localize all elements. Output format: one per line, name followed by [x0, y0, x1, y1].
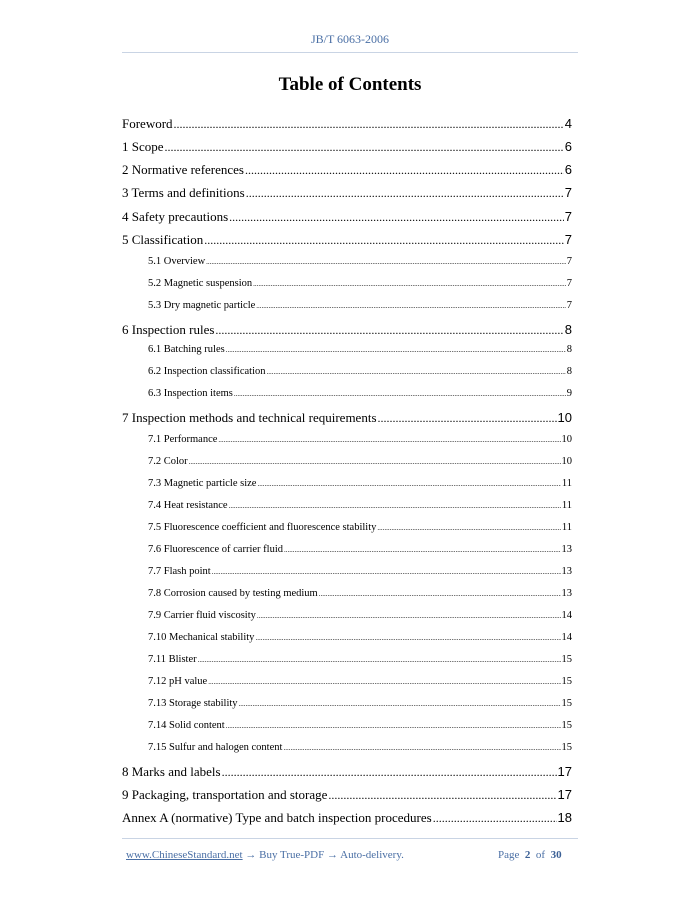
toc-entry-page: 11 [561, 522, 572, 533]
toc-leader-dots [165, 139, 564, 155]
toc-entry-page: 17 [557, 764, 572, 779]
toc-leader-dots [198, 654, 561, 665]
toc-leader-dots [215, 322, 563, 338]
toc-entry-label: 6 Inspection rules [122, 322, 215, 337]
toc-entry[interactable] [148, 434, 572, 448]
toc-entry-page: 7 [566, 300, 572, 311]
toc-leader-dots [189, 456, 561, 467]
toc-entry[interactable] [148, 676, 572, 690]
toc-entry-label: 7.11 Blister [148, 654, 197, 665]
toc-leader-dots [283, 742, 560, 753]
toc-entry-label: 4 Safety precautions [122, 209, 229, 224]
toc-entry-page: 13 [561, 566, 572, 577]
toc-entry-page: 7 [564, 232, 572, 247]
toc-entry[interactable] [148, 344, 572, 358]
buy-text: Buy True-PDF [259, 849, 325, 861]
toc-entry[interactable] [122, 139, 572, 157]
toc-entry-label: 7.1 Performance [148, 434, 218, 445]
toc-entry[interactable] [148, 698, 572, 712]
toc-leader-dots [226, 344, 566, 355]
toc-entry-label: 7.4 Heat resistance [148, 500, 228, 511]
toc-entry-page: 15 [561, 654, 572, 665]
toc-entry[interactable] [148, 388, 572, 402]
toc-entry[interactable] [148, 632, 572, 646]
toc-leader-dots [212, 566, 561, 577]
toc-entry-page: 13 [561, 588, 572, 599]
toc-entry[interactable] [122, 322, 572, 340]
toc-entry-page: 17 [557, 787, 572, 802]
toc-leader-dots [328, 787, 556, 803]
toc-entry[interactable] [122, 232, 572, 250]
toc-entry-page: 13 [561, 544, 572, 555]
toc-entry-label: 6.2 Inspection classification [148, 366, 266, 377]
toc-entry-label: 8 Marks and labels [122, 764, 221, 779]
page-title: Table of Contents [278, 74, 422, 95]
toc-entry-label: 7.7 Flash point [148, 566, 211, 577]
footer-promo [126, 849, 404, 861]
toc-entry-label: 7 Inspection methods and technical requirements [122, 410, 377, 425]
toc-entry[interactable] [148, 610, 572, 624]
toc-entry-label: 7.15 Sulfur and halogen content [148, 742, 283, 753]
toc-entry-label: 3 Terms and definitions [122, 185, 245, 200]
toc-entry-page: 8 [564, 322, 572, 337]
page-of: of [535, 849, 546, 861]
toc-entry-label: 1 Scope [122, 139, 164, 154]
toc-entry[interactable] [148, 500, 572, 514]
delivery-text: Auto-delivery. [340, 849, 404, 861]
toc-entry-page: 15 [561, 698, 572, 709]
page-label: Page [498, 849, 520, 861]
toc-entry[interactable] [122, 162, 572, 180]
toc-entry[interactable] [122, 185, 572, 203]
toc-leader-dots [174, 116, 564, 132]
toc-entry-label: 7.13 Storage stability [148, 698, 238, 709]
toc-leader-dots [246, 185, 564, 201]
toc-leader-dots [234, 388, 566, 399]
website-link[interactable]: www.ChineseStandard.net [126, 849, 243, 861]
toc-entry[interactable] [148, 544, 572, 558]
toc-leader-dots [378, 410, 557, 426]
toc-entry-label: 7.10 Mechanical stability [148, 632, 255, 643]
toc-entry-label: 6.1 Batching rules [148, 344, 225, 355]
toc-leader-dots [206, 256, 566, 267]
toc-entry-label: 6.3 Inspection items [148, 388, 233, 399]
toc-entry-page: 9 [566, 388, 572, 399]
toc-entry[interactable] [148, 720, 572, 734]
arrow-icon: → [245, 849, 257, 861]
page-number [498, 849, 562, 861]
toc-entry-page: 11 [561, 500, 572, 511]
toc-entry-page: 8 [566, 344, 572, 355]
toc-leader-dots [245, 162, 564, 178]
toc-entry-label: 7.12 pH value [148, 676, 208, 687]
toc-entry-label: 7.3 Magnetic particle size [148, 478, 257, 489]
toc-leader-dots [208, 676, 560, 687]
toc-leader-dots [239, 698, 561, 709]
page-total: 30 [550, 849, 562, 861]
toc-leader-dots [218, 434, 560, 445]
toc-entry-page: 6 [564, 139, 572, 154]
arrow-icon: → [326, 849, 338, 861]
toc-leader-dots [226, 720, 561, 731]
toc-entry-page: 15 [561, 676, 572, 687]
toc-leader-dots [256, 300, 565, 311]
page-current: 2 [524, 849, 531, 861]
toc-entry-label: 5.3 Dry magnetic particle [148, 300, 256, 311]
toc-entry-label: Annex A (normative) Type and batch inspection procedures [122, 810, 432, 825]
toc-entry-page: 18 [557, 810, 572, 825]
toc-entry-label: 7.5 Fluorescence coefficient and fluorescence stability [148, 522, 377, 533]
toc-entry-label: 2 Normative references [122, 162, 244, 177]
toc-leader-dots [377, 522, 560, 533]
toc-entry-label: 9 Packaging, transportation and storage [122, 787, 328, 802]
toc-entry-page: 14 [561, 610, 572, 621]
toc-entry-page: 10 [561, 434, 572, 445]
toc-entry[interactable] [148, 278, 572, 292]
toc-entry[interactable] [122, 209, 572, 227]
toc-leader-dots [204, 232, 564, 248]
toc-leader-dots [433, 810, 557, 826]
toc-entry-page: 6 [564, 162, 572, 177]
toc-entry-label: 5.2 Magnetic suspension [148, 278, 253, 289]
toc-entry[interactable] [148, 456, 572, 470]
toc-entry[interactable] [148, 366, 572, 380]
page-header: JB/T 6063-2006 [310, 32, 390, 46]
toc-entry-page: 15 [561, 720, 572, 731]
toc-leader-dots [253, 278, 566, 289]
toc-entry-label: 7.14 Solid content [148, 720, 225, 731]
toc-leader-dots [319, 588, 561, 599]
toc-entry-page: 10 [561, 456, 572, 467]
toc-entry[interactable] [148, 566, 572, 580]
toc-leader-dots [284, 544, 561, 555]
toc-entry-label: 7.6 Fluorescence of carrier fluid [148, 544, 283, 555]
toc-leader-dots [257, 610, 561, 621]
toc-entry[interactable] [148, 522, 572, 536]
toc-leader-dots [222, 764, 557, 780]
toc-entry[interactable] [122, 764, 572, 782]
toc-leader-dots [267, 366, 566, 377]
toc-entry-label: 5.1 Overview [148, 256, 206, 267]
toc-entry-page: 8 [566, 366, 572, 377]
toc-leader-dots [229, 209, 564, 225]
toc-entry-page: 4 [564, 116, 572, 131]
toc-entry-page: 15 [561, 742, 572, 753]
toc-entry[interactable] [148, 654, 572, 668]
toc-entry-label: 7.8 Corrosion caused by testing medium [148, 588, 318, 599]
toc-entry-page: 11 [561, 478, 572, 489]
toc-leader-dots [257, 478, 560, 489]
toc-entry[interactable] [148, 742, 572, 756]
toc-entry-page: 7 [564, 209, 572, 224]
toc-entry-page: 7 [564, 185, 572, 200]
toc-entry-page: 10 [557, 410, 572, 425]
toc-entry-label: Foreword [122, 116, 173, 131]
footer-divider [122, 838, 578, 839]
toc-entry[interactable] [148, 300, 572, 314]
toc-entry[interactable] [122, 810, 572, 828]
toc-entry-label: 7.9 Carrier fluid viscosity [148, 610, 256, 621]
toc-leader-dots [255, 632, 560, 643]
toc-entry[interactable] [122, 787, 572, 805]
header-divider [122, 52, 578, 53]
toc-entry-page: 7 [566, 278, 572, 289]
toc-leader-dots [229, 500, 561, 511]
toc-entry[interactable] [122, 116, 572, 134]
toc-entry[interactable] [148, 256, 572, 270]
toc-entry-page: 14 [561, 632, 572, 643]
toc-entry-label: 7.2 Color [148, 456, 188, 467]
toc-entry[interactable] [148, 478, 572, 492]
toc-entry-label: 5 Classification [122, 232, 204, 247]
toc-entry[interactable] [148, 588, 572, 602]
toc-entry[interactable] [122, 410, 572, 428]
toc-entry-page: 7 [566, 256, 572, 267]
